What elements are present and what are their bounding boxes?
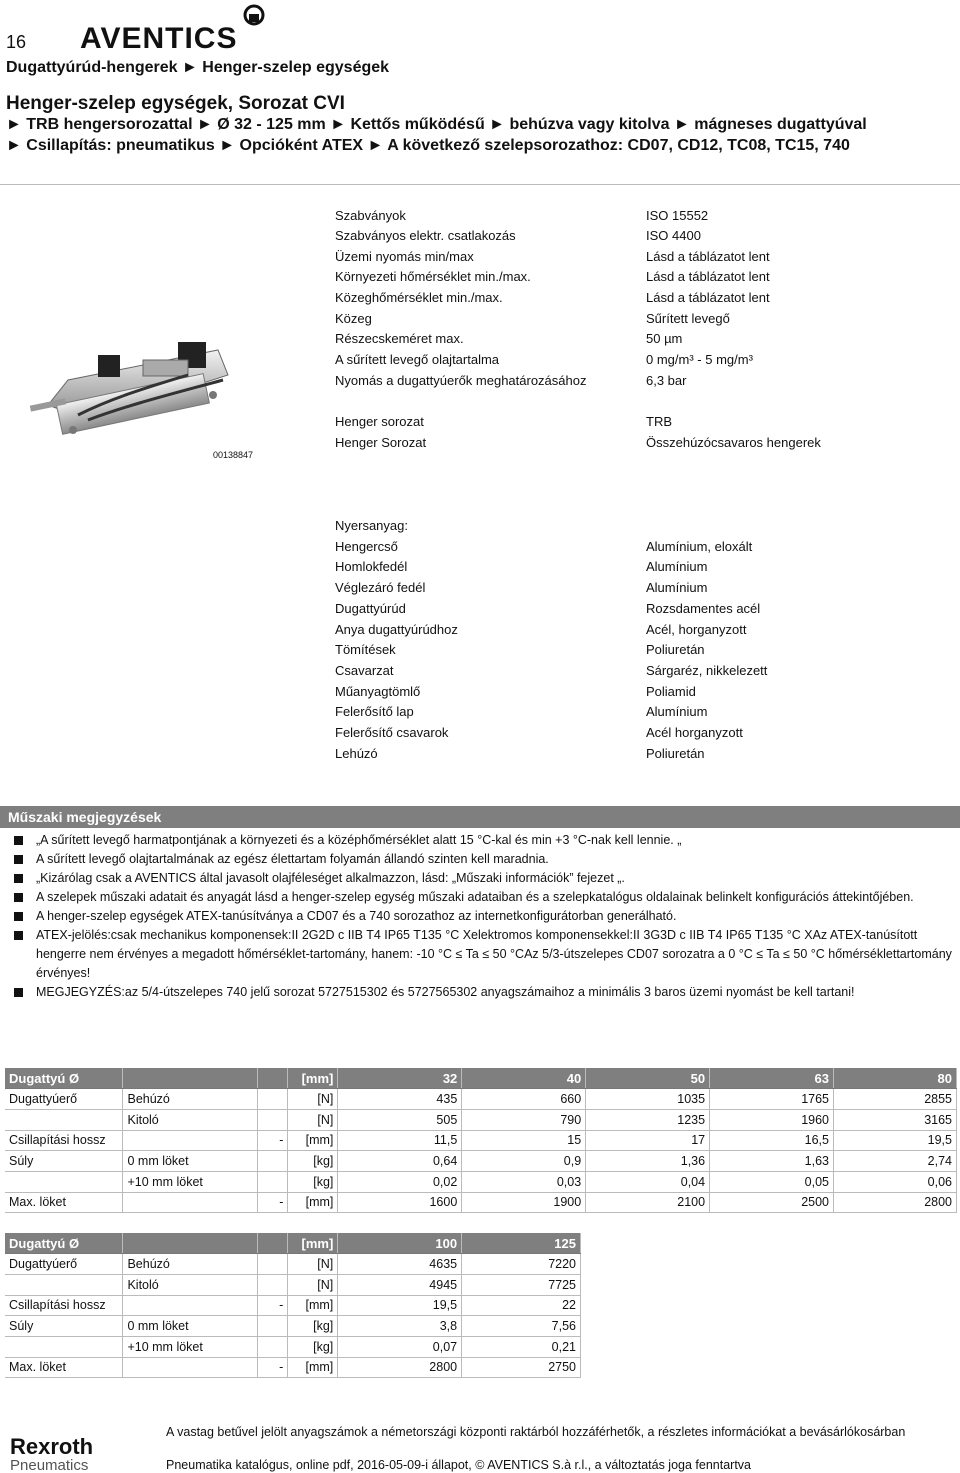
table-cell: 0,07 bbox=[338, 1336, 462, 1357]
table-cell bbox=[258, 1089, 288, 1110]
table-cell: [N] bbox=[288, 1089, 338, 1110]
material-key: Hengercső bbox=[335, 539, 398, 554]
spec-key: Szabványok bbox=[335, 208, 406, 223]
table-cell bbox=[258, 1171, 288, 1192]
table-row bbox=[5, 1357, 581, 1378]
table-cell: Kitoló bbox=[123, 1274, 258, 1295]
table-cell: 505 bbox=[338, 1109, 462, 1130]
table-row bbox=[5, 1089, 957, 1110]
notes-list bbox=[14, 831, 954, 1002]
material-key: Lehúzó bbox=[335, 746, 378, 761]
material-value: Alumínium bbox=[646, 559, 708, 574]
table-cell bbox=[258, 1109, 288, 1130]
table-cell: Max. löket bbox=[5, 1192, 123, 1213]
breadcrumb: Dugattyúrúd-hengerek ► Henger-szelep egységek bbox=[6, 59, 390, 76]
note-item: „A sűrített levegő harmatpontjának a környezeti és a középhőmérséklet alatt 15 °C-kal és min +3 °C-nak kell lennie. „ bbox=[14, 831, 954, 850]
table-cell bbox=[5, 1274, 123, 1295]
material-value: Sárgaréz, nikkelezett bbox=[646, 663, 768, 678]
table-cell: 1900 bbox=[462, 1192, 586, 1213]
table-header-cell bbox=[258, 1233, 288, 1254]
table-cell: [N] bbox=[288, 1274, 338, 1295]
table-cell: 7,56 bbox=[462, 1316, 581, 1337]
table-cell: +10 mm löket bbox=[123, 1171, 258, 1192]
table-cell bbox=[258, 1274, 288, 1295]
table-cell: 0,02 bbox=[338, 1171, 462, 1192]
table-cell: 2800 bbox=[338, 1357, 462, 1378]
table-row bbox=[5, 1151, 957, 1172]
table-cell: 0 mm löket bbox=[123, 1316, 258, 1337]
table-cell bbox=[258, 1254, 288, 1275]
table-row bbox=[5, 1316, 581, 1337]
table-row bbox=[5, 1171, 957, 1192]
table-header-cell: 40 bbox=[462, 1068, 586, 1089]
table-cell bbox=[123, 1130, 258, 1151]
table-cell: 0 mm löket bbox=[123, 1151, 258, 1172]
table-cell: - bbox=[258, 1357, 288, 1378]
material-key: Felerősítő csavarok bbox=[335, 725, 449, 740]
table-cell: [kg] bbox=[288, 1171, 338, 1192]
table-header-cell: 63 bbox=[710, 1068, 834, 1089]
footer-catalog: Pneumatika katalógus, online pdf, 2016-05-09-i állapot, © AVENTICS S.à r.l., a változtatás joga fenntartva bbox=[166, 1458, 752, 1472]
table-cell: 0,06 bbox=[834, 1171, 957, 1192]
table-cell: 4635 bbox=[338, 1254, 462, 1275]
material-key: Műanyagtömlő bbox=[335, 684, 421, 699]
table-cell: 3,8 bbox=[338, 1316, 462, 1337]
divider bbox=[0, 184, 960, 185]
table-cell: 0,04 bbox=[586, 1171, 710, 1192]
table-cell: 435 bbox=[338, 1089, 462, 1110]
table-cell: 2,74 bbox=[834, 1151, 957, 1172]
table-cell: Csillapítási hossz bbox=[5, 1295, 123, 1316]
table-header-row bbox=[5, 1233, 581, 1254]
table-cell: [mm] bbox=[288, 1357, 338, 1378]
table-cell: [N] bbox=[288, 1254, 338, 1275]
series-value: TRB bbox=[646, 414, 672, 429]
table-cell: Súly bbox=[5, 1316, 123, 1337]
table-cell: [kg] bbox=[288, 1336, 338, 1357]
spec-value: Lásd a táblázatot lent bbox=[646, 290, 770, 305]
table-cell: 2750 bbox=[462, 1357, 581, 1378]
spec-value: Lásd a táblázatot lent bbox=[646, 269, 770, 284]
page-title: Henger-szelep egységek, Sorozat CVI bbox=[6, 93, 345, 114]
table-cell: - bbox=[258, 1295, 288, 1316]
material-key: Tömítések bbox=[335, 642, 396, 657]
note-item: „Kizárólag csak a AVENTICS által javasolt olajféleséget alkalmazzon, lásd: „Műszaki információk” fejezet „. bbox=[14, 869, 954, 888]
spec-value: ISO 4400 bbox=[646, 228, 701, 243]
table-row bbox=[5, 1274, 581, 1295]
table-header-row bbox=[5, 1068, 957, 1089]
material-value: Poliamid bbox=[646, 684, 696, 699]
table-cell: 19,5 bbox=[834, 1130, 957, 1151]
table-header-cell bbox=[123, 1233, 258, 1254]
note-item: MEGJEGYZÉS:az 5/4-útszelepes 740 jelű sorozat 5727515302 és 5727565302 anyagszámaihoz a minimális 3 baros üzemi nyomást be kell tartani! bbox=[14, 983, 954, 1002]
material-key: Felerősítő lap bbox=[335, 704, 414, 719]
spec-key: Részecskeméret max. bbox=[335, 331, 464, 346]
table-row bbox=[5, 1336, 581, 1357]
table-cell: Dugattyúerő bbox=[5, 1089, 123, 1110]
material-key: Véglezáró fedél bbox=[335, 580, 426, 595]
table-cell: 1765 bbox=[710, 1089, 834, 1110]
footer-note: A vastag betűvel jelölt anyagszámok a németországi központi raktárból hozzáférhetők, a részletes információkat a bevásárlókosárban bbox=[166, 1425, 906, 1439]
table-cell: 19,5 bbox=[338, 1295, 462, 1316]
data-table-32-80 bbox=[5, 1068, 957, 1213]
spec-key: Közeg bbox=[335, 311, 372, 326]
table-cell bbox=[258, 1336, 288, 1357]
svg-text:AVENTICS: AVENTICS bbox=[80, 22, 238, 50]
table-cell: 0,05 bbox=[710, 1171, 834, 1192]
material-value: Alumínium, eloxált bbox=[646, 539, 753, 554]
table-cell: - bbox=[258, 1130, 288, 1151]
table-header-cell: 125 bbox=[462, 1233, 581, 1254]
series-value: Összehúzócsavaros hengerek bbox=[646, 435, 821, 450]
table-cell: 0,03 bbox=[462, 1171, 586, 1192]
table-cell: 1960 bbox=[710, 1109, 834, 1130]
spec-value: Sűrített levegő bbox=[646, 311, 730, 326]
table-cell: 15 bbox=[462, 1130, 586, 1151]
table-cell: [kg] bbox=[288, 1316, 338, 1337]
table-cell bbox=[5, 1109, 123, 1130]
table-cell: 0,9 bbox=[462, 1151, 586, 1172]
note-item: A szelepek műszaki adatait és anyagát lásd a henger-szelep egység műszaki adataiban és a szelepkatalógus oldalainak belinkelt konfigurációs áttekintőjében. bbox=[14, 888, 954, 907]
table-cell: [N] bbox=[288, 1109, 338, 1130]
table-header-cell: 80 bbox=[834, 1068, 957, 1089]
table-cell: 0,21 bbox=[462, 1336, 581, 1357]
spec-value: 50 µm bbox=[646, 331, 683, 346]
table-cell: Dugattyúerő bbox=[5, 1254, 123, 1275]
material-value: Poliuretán bbox=[646, 746, 705, 761]
table-cell: 2500 bbox=[710, 1192, 834, 1213]
aventics-logo bbox=[80, 2, 270, 50]
table-cell: [mm] bbox=[288, 1130, 338, 1151]
table-header-cell bbox=[258, 1068, 288, 1089]
table-cell bbox=[5, 1336, 123, 1357]
table-cell: 16,5 bbox=[710, 1130, 834, 1151]
table-cell: 1235 bbox=[586, 1109, 710, 1130]
table-header-cell: [mm] bbox=[288, 1068, 338, 1089]
table-cell: [mm] bbox=[288, 1192, 338, 1213]
rexroth-wordmark: Rexroth bbox=[10, 1434, 94, 1459]
table-cell: 0,64 bbox=[338, 1151, 462, 1172]
table-cell: Csillapítási hossz bbox=[5, 1130, 123, 1151]
rexroth-logo bbox=[10, 1434, 93, 1473]
table-cell: 790 bbox=[462, 1109, 586, 1130]
table-cell: Súly bbox=[5, 1151, 123, 1172]
table-row bbox=[5, 1130, 957, 1151]
table-cell: 1600 bbox=[338, 1192, 462, 1213]
table-cell: 17 bbox=[586, 1130, 710, 1151]
material-value: Poliuretán bbox=[646, 642, 705, 657]
material-value: Rozsdamentes acél bbox=[646, 601, 761, 616]
table-cell bbox=[123, 1357, 258, 1378]
spec-value: 6,3 bar bbox=[646, 373, 687, 388]
table-header-cell: 32 bbox=[338, 1068, 462, 1089]
table-row bbox=[5, 1254, 581, 1275]
table-cell: 2100 bbox=[586, 1192, 710, 1213]
cylinder-valve-unit-image bbox=[28, 320, 278, 445]
material-key: Dugattyúrúd bbox=[335, 601, 406, 616]
material-key: Csavarzat bbox=[335, 663, 394, 678]
table-header-cell bbox=[123, 1068, 258, 1089]
table-row bbox=[5, 1295, 581, 1316]
table-cell: [mm] bbox=[288, 1295, 338, 1316]
table-header-cell: Dugattyú Ø bbox=[5, 1233, 123, 1254]
spec-key: Szabványos elektr. csatlakozás bbox=[335, 228, 516, 243]
note-item: ATEX-jelölés:csak mechanikus komponensek:II 2G2D c IIB T4 IP65 T135 °C Xelektromos komponensekkel:II 3G3D c IIB T4 IP65 T135 °C XAz ATEX-tanúsított hengerre nem érvényes a megadott hőmérséklet-tartomány, hanem: -10 °C ≤ Ta ≤ 50 °CAz 5/3-útszelepes CD07 sorozatra a 0 °C ≤ Ta ≤ 50 °C hőmérséklettartomány érvényes! bbox=[14, 926, 954, 983]
table-cell: 22 bbox=[462, 1295, 581, 1316]
table-cell: 660 bbox=[462, 1089, 586, 1110]
spec-value: Lásd a táblázatot lent bbox=[646, 249, 770, 264]
table-cell: 3165 bbox=[834, 1109, 957, 1130]
table-row bbox=[5, 1109, 957, 1130]
material-value: Acél, horganyzott bbox=[646, 622, 747, 637]
table-cell: 2800 bbox=[834, 1192, 957, 1213]
data-table-100-125 bbox=[5, 1233, 581, 1378]
spec-key: Nyomás a dugattyúerők meghatározásához bbox=[335, 373, 587, 388]
table-header-cell: 100 bbox=[338, 1233, 462, 1254]
table-cell: Behúzó bbox=[123, 1089, 258, 1110]
table-row bbox=[5, 1192, 957, 1213]
table-cell bbox=[123, 1192, 258, 1213]
spec-key: Közeghőmérséklet min./max. bbox=[335, 290, 503, 305]
spec-key: Környezeti hőmérséklet min./max. bbox=[335, 269, 531, 284]
table-cell: Behúzó bbox=[123, 1254, 258, 1275]
table-cell: Max. löket bbox=[5, 1357, 123, 1378]
spec-key: A sűrített levegő olajtartalma bbox=[335, 352, 500, 367]
table-cell: 7725 bbox=[462, 1274, 581, 1295]
material-key: Homlokfedél bbox=[335, 559, 408, 574]
table-cell: [kg] bbox=[288, 1151, 338, 1172]
series-key: Henger sorozat bbox=[335, 414, 424, 429]
subtitle-line-1: ► TRB hengersorozattal ► Ø 32 - 125 mm ► Kettős működésű ► behúzva vagy kitolva ► mágneses dugattyúval bbox=[6, 116, 867, 133]
notes-heading: Műszaki megjegyzések bbox=[0, 806, 960, 828]
table-header-cell: 50 bbox=[586, 1068, 710, 1089]
table-header-cell: Dugattyú Ø bbox=[5, 1068, 123, 1089]
spec-key: Üzemi nyomás min/max bbox=[335, 249, 474, 264]
table-cell: 1,63 bbox=[710, 1151, 834, 1172]
table-cell: 7220 bbox=[462, 1254, 581, 1275]
material-value: Alumínium bbox=[646, 580, 708, 595]
table-cell bbox=[5, 1171, 123, 1192]
table-cell: 1035 bbox=[586, 1089, 710, 1110]
note-item: A henger-szelep egységek ATEX-tanúsítványa a CD07 és a 740 sorozathoz az internetkonfigurátorban generálható. bbox=[14, 907, 954, 926]
table-cell: - bbox=[258, 1192, 288, 1213]
table-cell bbox=[123, 1295, 258, 1316]
note-item: A sűrített levegő olajtartalmának az egész élettartam folyamán állandó szinten kell maradnia. bbox=[14, 850, 954, 869]
subtitle-line-2: ► Csillapítás: pneumatikus ► Opcióként ATEX ► A következő szelepsorozathoz: CD07, CD12, TC08, TC15, 740 bbox=[6, 137, 850, 154]
table-cell bbox=[258, 1316, 288, 1337]
image-id: 00138847 bbox=[213, 450, 254, 460]
table-cell: 4945 bbox=[338, 1274, 462, 1295]
material-value: Acél horganyzott bbox=[646, 725, 743, 740]
table-header-cell: [mm] bbox=[288, 1233, 338, 1254]
table-cell: +10 mm löket bbox=[123, 1336, 258, 1357]
spec-value: ISO 15552 bbox=[646, 208, 709, 223]
page-number: 16 bbox=[6, 32, 27, 52]
material-key: Anya dugattyúrúdhoz bbox=[335, 622, 458, 637]
table-cell: 11,5 bbox=[338, 1130, 462, 1151]
table-cell: 1,36 bbox=[586, 1151, 710, 1172]
table-cell: 2855 bbox=[834, 1089, 957, 1110]
table-cell: Kitoló bbox=[123, 1109, 258, 1130]
table-cell bbox=[258, 1151, 288, 1172]
material-value: Alumínium bbox=[646, 704, 708, 719]
spec-value: 0 mg/m³ - 5 mg/m³ bbox=[646, 352, 753, 367]
pneumatics-wordmark: Pneumatics bbox=[10, 1457, 89, 1473]
materials-title: Nyersanyag: bbox=[335, 518, 408, 533]
series-key: Henger Sorozat bbox=[335, 435, 427, 450]
